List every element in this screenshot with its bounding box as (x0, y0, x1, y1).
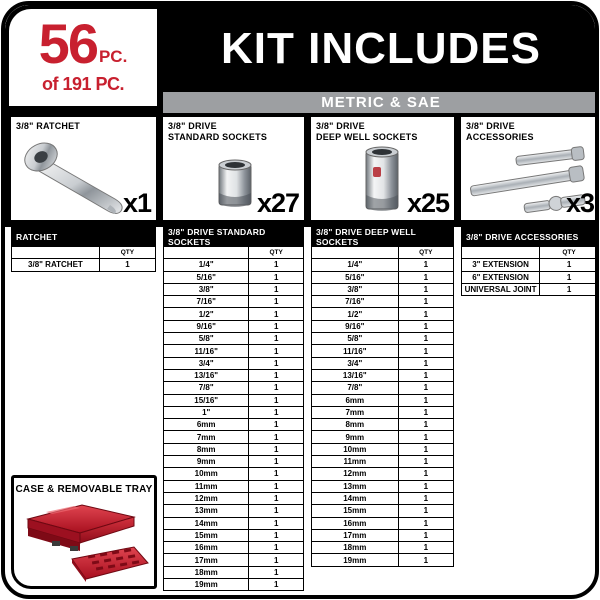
item-label: 3/8" (312, 284, 399, 295)
item-qty: 1 (399, 468, 454, 479)
product-panel-deep-well-sockets (311, 117, 454, 220)
table-header: RATCHET (11, 227, 156, 247)
product-title: 3/8" DRIVE DEEP WELL SOCKETS (316, 121, 418, 142)
item-label: 1/4" (312, 259, 399, 270)
item-qty: 1 (100, 259, 156, 270)
item-qty: 1 (249, 382, 304, 393)
product-panel-standard-sockets (163, 117, 304, 220)
item-label: 15mm (312, 505, 399, 516)
table-row (163, 407, 304, 419)
table-row (311, 333, 454, 345)
item-label: 17mm (312, 530, 399, 541)
table-row (163, 468, 304, 480)
product-title: 3/8" RATCHET (16, 121, 81, 131)
table-standard-sockets (163, 227, 304, 591)
table-header: 3/8" DRIVE DEEP WELL SOCKETS (311, 227, 454, 247)
table-row (163, 308, 304, 320)
item-label: 7mm (164, 431, 249, 442)
table-row (311, 554, 454, 566)
item-qty: 1 (399, 431, 454, 442)
item-label: 13/16" (164, 370, 249, 381)
product-qty: x1 (122, 188, 151, 218)
product-panel-ratchet (11, 117, 156, 220)
item-qty: 1 (249, 567, 304, 578)
item-label: 13mm (312, 481, 399, 492)
item-label: 16mm (312, 518, 399, 529)
item-label: 6" EXTENSION (462, 272, 540, 283)
qty-header: QTY (540, 247, 599, 258)
table-row (311, 358, 454, 370)
item-qty: 1 (399, 345, 454, 356)
table-row (461, 272, 599, 284)
table-row (163, 321, 304, 333)
item-qty: 1 (399, 444, 454, 455)
item-qty: 1 (249, 259, 304, 270)
table-row (163, 272, 304, 284)
item-label: 18mm (164, 567, 249, 578)
table-row (163, 382, 304, 394)
piece-count-unit: PC. (98, 46, 128, 66)
item-qty: 1 (399, 333, 454, 344)
item-label: 14mm (312, 493, 399, 504)
item-qty: 1 (249, 284, 304, 295)
item-label: 1/2" (312, 308, 399, 319)
item-qty: 1 (399, 542, 454, 553)
item-label: 10mm (164, 468, 249, 479)
table-deep-well-sockets (311, 227, 454, 567)
item-qty: 1 (249, 345, 304, 356)
item-qty: 1 (540, 284, 599, 295)
product-qty: x3 (565, 188, 594, 218)
piece-count: 56 (38, 11, 97, 75)
table-row (311, 419, 454, 431)
table-row (163, 542, 304, 554)
item-label: 7/8" (312, 382, 399, 393)
qty-header-spacer (312, 247, 399, 258)
item-qty: 1 (399, 370, 454, 381)
item-label: 19mm (164, 579, 249, 590)
table-row (311, 456, 454, 468)
item-qty: 1 (399, 358, 454, 369)
table-row (163, 518, 304, 530)
qty-header-spacer (164, 247, 249, 258)
item-label: 5/8" (164, 333, 249, 344)
product-qty: x27 (256, 188, 299, 218)
item-label: 3/8" RATCHET (12, 259, 100, 270)
table-row (163, 358, 304, 370)
item-qty: 1 (249, 468, 304, 479)
item-qty: 1 (399, 272, 454, 283)
table-row (163, 370, 304, 382)
table-row (311, 321, 454, 333)
deep-well-socket-image (359, 143, 405, 215)
table-row (163, 345, 304, 357)
table-ratchet (11, 227, 156, 272)
product-title: 3/8" DRIVE ACCESSORIES (466, 121, 534, 142)
item-qty: 1 (249, 407, 304, 418)
item-qty: 1 (249, 272, 304, 283)
item-label: 16mm (164, 542, 249, 553)
product-panel-accessories (461, 117, 599, 220)
item-label: 7/16" (164, 296, 249, 307)
item-qty: 1 (249, 358, 304, 369)
item-qty: 1 (249, 444, 304, 455)
item-label: 7/16" (312, 296, 399, 307)
item-label: 9mm (164, 456, 249, 467)
item-qty: 1 (399, 407, 454, 418)
item-label: 9/16" (164, 321, 249, 332)
table-row (163, 505, 304, 517)
item-label: 13mm (164, 505, 249, 516)
item-label: 9mm (312, 431, 399, 442)
table-row (311, 395, 454, 407)
item-label: 11mm (312, 456, 399, 467)
item-qty: 1 (399, 518, 454, 529)
item-qty: 1 (399, 530, 454, 541)
metric-sae-banner: METRIC & SAE (163, 92, 599, 113)
table-row (311, 345, 454, 357)
piece-count-box (9, 9, 157, 106)
item-label: 19mm (312, 554, 399, 565)
table-row (311, 284, 454, 296)
item-label: 8mm (164, 444, 249, 455)
item-label: UNIVERSAL JOINT (462, 284, 540, 295)
qty-header: QTY (100, 247, 156, 258)
item-label: 17mm (164, 554, 249, 565)
item-label: 3/4" (312, 358, 399, 369)
item-label: 12mm (164, 493, 249, 504)
product-qty: x25 (406, 188, 449, 218)
table-row (163, 333, 304, 345)
item-qty: 1 (249, 333, 304, 344)
item-label: 1" (164, 407, 249, 418)
table-row (163, 395, 304, 407)
item-label: 5/8" (312, 333, 399, 344)
table-qty-row (461, 247, 599, 259)
table-row (311, 272, 454, 284)
table-row (163, 567, 304, 579)
table-header: 3/8" DRIVE STANDARD SOCKETS (163, 227, 304, 247)
item-qty: 1 (399, 481, 454, 492)
product-title: 3/8" DRIVE STANDARD SOCKETS (168, 121, 268, 142)
table-row (163, 284, 304, 296)
table-row (11, 259, 156, 271)
item-qty: 1 (249, 481, 304, 492)
item-qty: 1 (399, 259, 454, 270)
item-qty: 1 (249, 505, 304, 516)
table-row (163, 456, 304, 468)
table-row (311, 444, 454, 456)
table-header: 3/8" DRIVE ACCESSORIES (461, 227, 599, 247)
item-qty: 1 (399, 321, 454, 332)
kit-graphic (1, 1, 599, 599)
item-qty: 1 (249, 296, 304, 307)
table-row (311, 505, 454, 517)
qty-header-spacer (462, 247, 540, 258)
item-label: 7mm (312, 407, 399, 418)
table-row (311, 370, 454, 382)
item-label: 11mm (164, 481, 249, 492)
item-label: 15mm (164, 530, 249, 541)
item-qty: 1 (249, 530, 304, 541)
item-qty: 1 (399, 296, 454, 307)
table-row (461, 259, 599, 271)
item-qty: 1 (249, 579, 304, 590)
item-label: 3/4" (164, 358, 249, 369)
table-row (163, 530, 304, 542)
item-label: 13/16" (312, 370, 399, 381)
item-label: 18mm (312, 542, 399, 553)
standard-socket-image (213, 157, 257, 211)
item-qty: 1 (249, 493, 304, 504)
item-label: 10mm (312, 444, 399, 455)
table-row (311, 259, 454, 271)
table-qty-row (163, 247, 304, 259)
item-qty: 1 (249, 308, 304, 319)
item-label: 15/16" (164, 395, 249, 406)
item-qty: 1 (540, 272, 599, 283)
item-qty: 1 (399, 493, 454, 504)
table-row (163, 431, 304, 443)
case-title: CASE & REMOVABLE TRAY (15, 484, 153, 495)
item-label: 11/16" (312, 345, 399, 356)
table-row (311, 308, 454, 320)
item-label: 14mm (164, 518, 249, 529)
table-row (311, 296, 454, 308)
table-row (311, 468, 454, 480)
table-row (311, 493, 454, 505)
item-label: 12mm (312, 468, 399, 479)
item-label: 11/16" (164, 345, 249, 356)
table-row (461, 284, 599, 296)
item-qty: 1 (540, 259, 599, 270)
table-row (311, 481, 454, 493)
item-label: 8mm (312, 419, 399, 430)
item-qty: 1 (399, 284, 454, 295)
item-label: 6mm (164, 419, 249, 430)
table-row (311, 518, 454, 530)
item-qty: 1 (249, 542, 304, 553)
table-row (163, 481, 304, 493)
table-row (163, 493, 304, 505)
item-qty: 1 (249, 456, 304, 467)
qty-header: QTY (249, 247, 304, 258)
item-label: 5/16" (312, 272, 399, 283)
case-image (16, 497, 152, 583)
item-qty: 1 (249, 370, 304, 381)
item-qty: 1 (399, 382, 454, 393)
item-label: 3/8" (164, 284, 249, 295)
item-label: 3" EXTENSION (462, 259, 540, 270)
page-title: KIT INCLUDES (221, 24, 541, 73)
item-label: 1/2" (164, 308, 249, 319)
item-qty: 1 (399, 505, 454, 516)
table-row (311, 431, 454, 443)
item-qty: 1 (399, 456, 454, 467)
item-qty: 1 (399, 308, 454, 319)
table-row (311, 382, 454, 394)
item-qty: 1 (249, 395, 304, 406)
item-label: 9/16" (312, 321, 399, 332)
table-row (311, 530, 454, 542)
table-row (311, 542, 454, 554)
item-qty: 1 (249, 321, 304, 332)
table-accessories (461, 227, 599, 296)
table-row (311, 407, 454, 419)
table-row (163, 296, 304, 308)
item-label: 7/8" (164, 382, 249, 393)
table-row (163, 444, 304, 456)
item-label: 1/4" (164, 259, 249, 270)
table-qty-row (11, 247, 156, 259)
item-qty: 1 (249, 431, 304, 442)
item-qty: 1 (399, 419, 454, 430)
qty-header-spacer (12, 247, 100, 258)
item-qty: 1 (249, 518, 304, 529)
table-row (163, 259, 304, 271)
qty-header: QTY (399, 247, 454, 258)
table-row (163, 419, 304, 431)
piece-count-subtitle: of 191 PC. (41, 74, 125, 95)
table-qty-row (311, 247, 454, 259)
item-qty: 1 (399, 395, 454, 406)
item-qty: 1 (249, 554, 304, 565)
item-label: 6mm (312, 395, 399, 406)
case-section (11, 475, 157, 589)
table-row (163, 579, 304, 591)
table-row (163, 554, 304, 566)
item-qty: 1 (399, 554, 454, 565)
item-qty: 1 (249, 419, 304, 430)
item-label: 5/16" (164, 272, 249, 283)
